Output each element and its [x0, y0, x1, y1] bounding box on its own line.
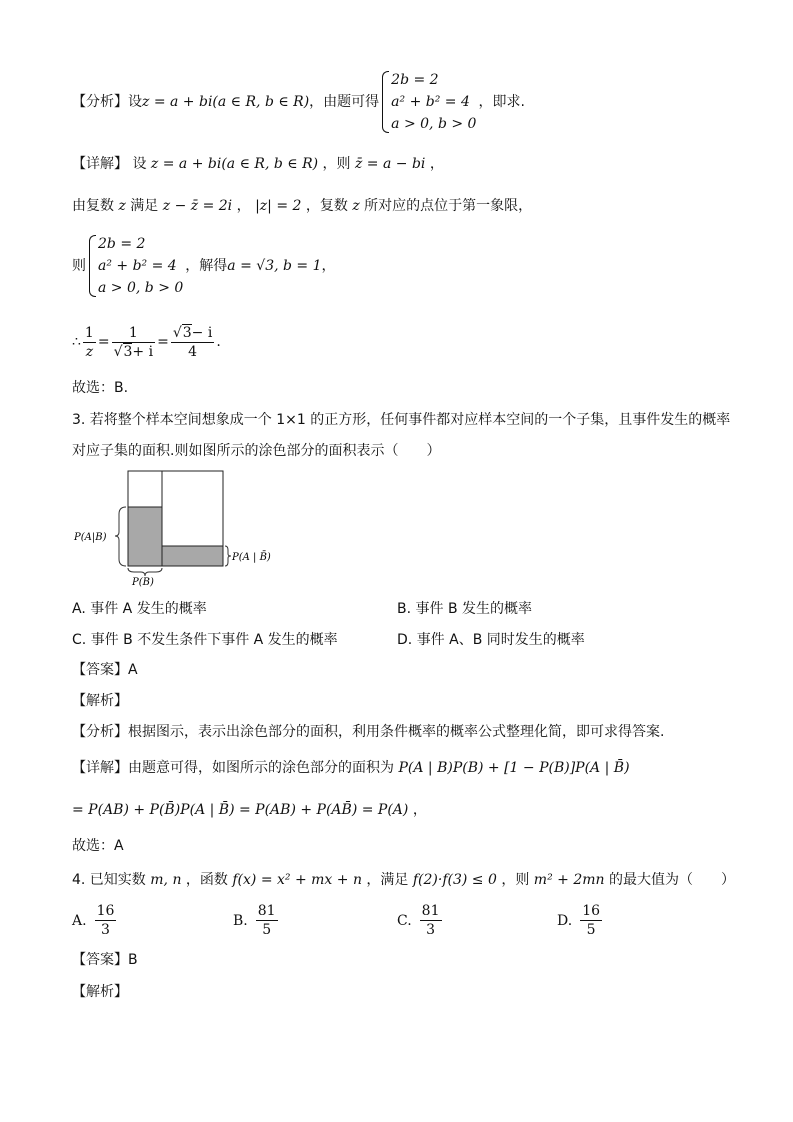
fraction [112, 324, 156, 361]
solution-expr: a = √3, b = 1 [227, 258, 322, 274]
fraction-numerator: √3− i [172, 324, 213, 341]
q4-option-b [233, 902, 280, 939]
analysis-text: ，即求. [478, 94, 525, 110]
detail-text: ， [429, 156, 444, 172]
option-text: 事件 B 发生的概率 [415, 601, 533, 617]
q3-option-a [72, 598, 207, 618]
q2-choice: 故选：B. [72, 380, 129, 396]
fraction-numerator: 81 [257, 903, 276, 919]
q4-option-a [72, 902, 118, 939]
var-z: z [352, 198, 360, 214]
fraction-numerator: 81 [421, 903, 440, 919]
analysis-tag: 【分析】 [72, 724, 128, 740]
q3-analysis-line [72, 722, 664, 742]
analysis-tag: 【分析】 [72, 94, 128, 110]
q2-condition-line [72, 196, 532, 216]
equals-sign: = [157, 334, 169, 350]
z-definition: z = a + bi(a ∈ R, b ∈ R) [142, 94, 310, 110]
then-text: 则 [72, 258, 86, 274]
system-eq: a² + b² = 4 [391, 94, 470, 110]
condition-expr: f(2)·f(3) ≤ 0 [412, 872, 497, 888]
condition-text: 由复数 [72, 198, 114, 214]
q3-explain-tag: 【解析】 [72, 693, 128, 709]
option-letter: A. [72, 601, 86, 617]
left-brace [115, 507, 126, 566]
stem-text: 4. 已知实数 [72, 872, 146, 888]
fraction-denominator: √3+ i [113, 343, 154, 360]
option-text: 事件 A、B 同时发生的概率 [416, 632, 585, 648]
fraction [83, 324, 96, 361]
equation-system [381, 69, 476, 135]
option-fraction [420, 902, 442, 939]
q4-option-d [557, 902, 604, 939]
condition-text: 满足 [130, 198, 159, 214]
analysis-text: 根据图示，表示出涂色部分的面积，利用条件概率的概率公式整理化简，即可求得答案. [128, 724, 665, 740]
fraction-numerator: 1 [84, 324, 94, 341]
punct: ， [412, 802, 427, 818]
option-letter: B. [233, 912, 248, 929]
fraction [171, 324, 215, 361]
fraction-denominator: 4 [188, 343, 198, 360]
q4-stem [72, 870, 735, 890]
condition-text: 所对应的点位于第一象限， [364, 198, 533, 214]
target-expr: m² + 2mn [533, 872, 605, 888]
fraction-numerator: 1 [112, 324, 156, 343]
fraction-denominator: 3 [426, 922, 436, 938]
q3-stem-line1: 3. 若将整个样本空间想象成一个 1×1 的正方形，任何事件都对应样本空间的一个子集，且事件发生的概率 [72, 412, 731, 428]
q2-detail-line [72, 154, 444, 174]
analysis-text: 设 [128, 94, 142, 110]
label-p-a-given-b: P(A|B) [74, 532, 107, 543]
right-brace [225, 546, 231, 566]
separator: ， [236, 198, 251, 214]
option-letter: C. [72, 632, 87, 648]
conjugate-expr: z̄ = a − bi [354, 156, 426, 172]
detail-text: 由题意可得，如图所示的涂色部分的面积为 [128, 760, 394, 776]
label-p-a-given-not-b: P(A | B̄) [232, 552, 271, 563]
q4-answer: 【答案】B [72, 952, 138, 968]
bottom-brace [128, 568, 162, 576]
detail-tag: 【详解】 [72, 156, 128, 172]
option-fraction [580, 902, 602, 939]
q3-option-c [72, 629, 338, 649]
condition-eq: |z| = 2 [255, 198, 302, 214]
detail-text: 设 [132, 156, 147, 172]
stem-text: ，则 [501, 872, 530, 888]
q3-detail-line2 [72, 800, 427, 820]
function-def: f(x) = x² + mx + n [232, 872, 362, 888]
sqrt-radicand: 3 [182, 324, 192, 341]
denominator-rest: + i [132, 343, 154, 360]
detail-text: ，则 [322, 156, 351, 172]
q3-option-b [397, 598, 532, 618]
fraction-numerator: 16 [96, 903, 115, 919]
detail-tag: 【详解】 [72, 760, 128, 776]
period: . [216, 334, 221, 350]
stem-vars: m, n [150, 872, 182, 888]
system-eq: a² + b² = 4 [98, 258, 177, 274]
option-text: 事件 B 不发生条件下事件 A 发生的概率 [90, 632, 338, 648]
option-letter: C. [397, 912, 412, 929]
shaded-region-a-not-b [162, 546, 223, 566]
option-fraction [95, 902, 117, 939]
fraction-denominator: 3 [101, 922, 110, 938]
stem-text: ，函数 [185, 872, 228, 888]
q3-choice: 故选：A [72, 838, 124, 854]
probability-area-figure [72, 466, 292, 590]
fraction-denominator: 5 [586, 922, 596, 938]
fraction-denominator: z [85, 343, 94, 360]
punct: ， [321, 258, 336, 274]
analysis-text: ，由题可得 [309, 94, 380, 110]
label-p-b: P(B) [132, 577, 154, 588]
system-eq: 2b = 2 [98, 236, 146, 252]
q3-answer: 【答案】A [72, 662, 138, 678]
q2-analysis-line [72, 68, 525, 136]
q2-system-line [72, 232, 336, 300]
shaded-region-ab [128, 507, 162, 566]
fraction-denominator: 5 [262, 922, 272, 938]
system-eq: a > 0, b > 0 [391, 116, 477, 132]
q3-stem-line2: 对应子集的面积.则如图所示的涂色部分的面积表示（ ） [72, 443, 441, 459]
z-definition: z = a + bi(a ∈ R, b ∈ R) [150, 156, 319, 172]
numerator-rest: − i [191, 324, 213, 341]
stem-text: 的最大值为（ ） [608, 872, 735, 888]
option-letter: D. [557, 912, 573, 929]
option-fraction [256, 902, 278, 939]
q4-explain-tag: 【解析】 [72, 984, 128, 1000]
option-letter: B. [397, 601, 412, 617]
var-z: z [118, 198, 126, 214]
q3-option-d [397, 629, 585, 649]
area-expression: P(A | B)P(B) + [1 − P(B)]P(A | B̄) [398, 760, 630, 776]
q3-detail-line [72, 758, 630, 778]
q2-result-line [72, 318, 221, 366]
system-eq: a > 0, b > 0 [98, 280, 184, 296]
equals-sign: = [97, 334, 110, 350]
simplified-expression: = P(AB) + P(B̄)P(A | B̄) = P(AB) + P(AB̄) = P(A) [72, 802, 409, 818]
solve-text: ，解得 [185, 258, 228, 274]
sqrt-radicand: 3 [123, 343, 133, 360]
q4-option-c [397, 902, 444, 939]
system-eq: 2b = 2 [391, 72, 439, 88]
fraction-numerator: 16 [582, 903, 601, 919]
equation-system [88, 233, 183, 299]
condition-text: ，复数 [305, 198, 348, 214]
condition-eq: z − z̄ = 2i [162, 198, 233, 214]
therefore-symbol: ∴ [72, 334, 81, 350]
option-text: 事件 A 发生的概率 [90, 601, 207, 617]
stem-text: ，满足 [366, 872, 409, 888]
option-letter: D. [397, 632, 413, 648]
option-letter: A. [72, 912, 87, 929]
